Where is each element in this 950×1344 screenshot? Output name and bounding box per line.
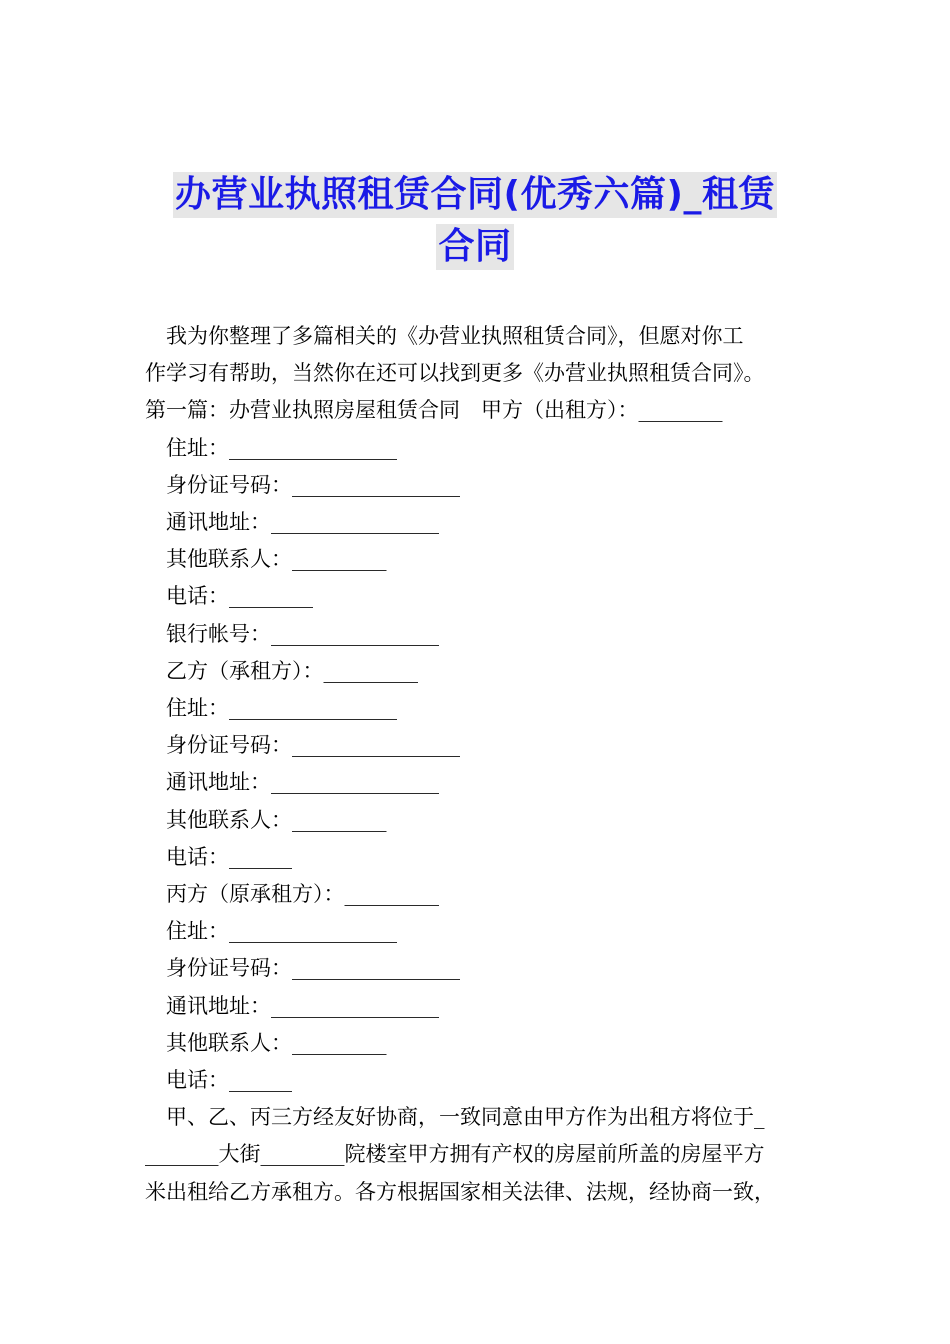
body-paragraph: 身份证号码：________________	[166, 733, 460, 758]
body-paragraph: 电话：________	[166, 584, 313, 609]
body-paragraph: 住址：________________	[166, 919, 397, 944]
body-paragraph: 通讯地址：________________	[166, 510, 439, 535]
body-paragraph: 第一篇：办营业执照房屋租赁合同 甲方（出租方）：________	[145, 398, 723, 423]
title-line-1: 办营业执照租赁合同(优秀六篇)_租赁	[173, 172, 777, 218]
body-paragraph: 乙方（承租方）：_________	[166, 658, 418, 683]
body-paragraph: _______大街________院楼室甲方拥有产权的房屋前所盖的房屋平方	[145, 1142, 765, 1167]
body-paragraph: 作学习有帮助，当然你在还可以找到更多《办营业执照租赁合同》。	[145, 361, 765, 386]
body-paragraph: 我为你整理了多篇相关的《办营业执照租赁合同》，但愿对你工	[166, 324, 744, 348]
body-paragraph: 甲、乙、丙三方经友好协商，一致同意由甲方作为出租方将位于_	[166, 1105, 765, 1130]
document-title	[0, 172, 950, 276]
body-paragraph: 电话：______	[166, 844, 292, 869]
body-paragraph: 身份证号码：________________	[166, 472, 460, 497]
body-paragraph: 米出租给乙方承租方。各方根据国家相关法律、法规，经协商一致，	[145, 1179, 775, 1204]
body-paragraph: 住址：________________	[166, 435, 397, 460]
body-paragraph: 电话：______	[166, 1068, 292, 1093]
body-paragraph: 银行帐号：________________	[166, 621, 439, 646]
title-line-2: 合同	[436, 224, 513, 270]
body-paragraph: 其他联系人：_________	[166, 547, 387, 572]
body-paragraph: 丙方（原承租方）：_________	[166, 882, 439, 907]
body-paragraph: 通讯地址：________________	[166, 770, 439, 795]
document-body	[145, 318, 825, 1211]
body-paragraph: 住址：________________	[166, 696, 397, 721]
body-paragraph: 通讯地址：________________	[166, 993, 439, 1018]
body-paragraph: 身份证号码：________________	[166, 956, 460, 981]
body-paragraph: 其他联系人：_________	[166, 807, 387, 832]
body-paragraph: 其他联系人：_________	[166, 1030, 387, 1055]
